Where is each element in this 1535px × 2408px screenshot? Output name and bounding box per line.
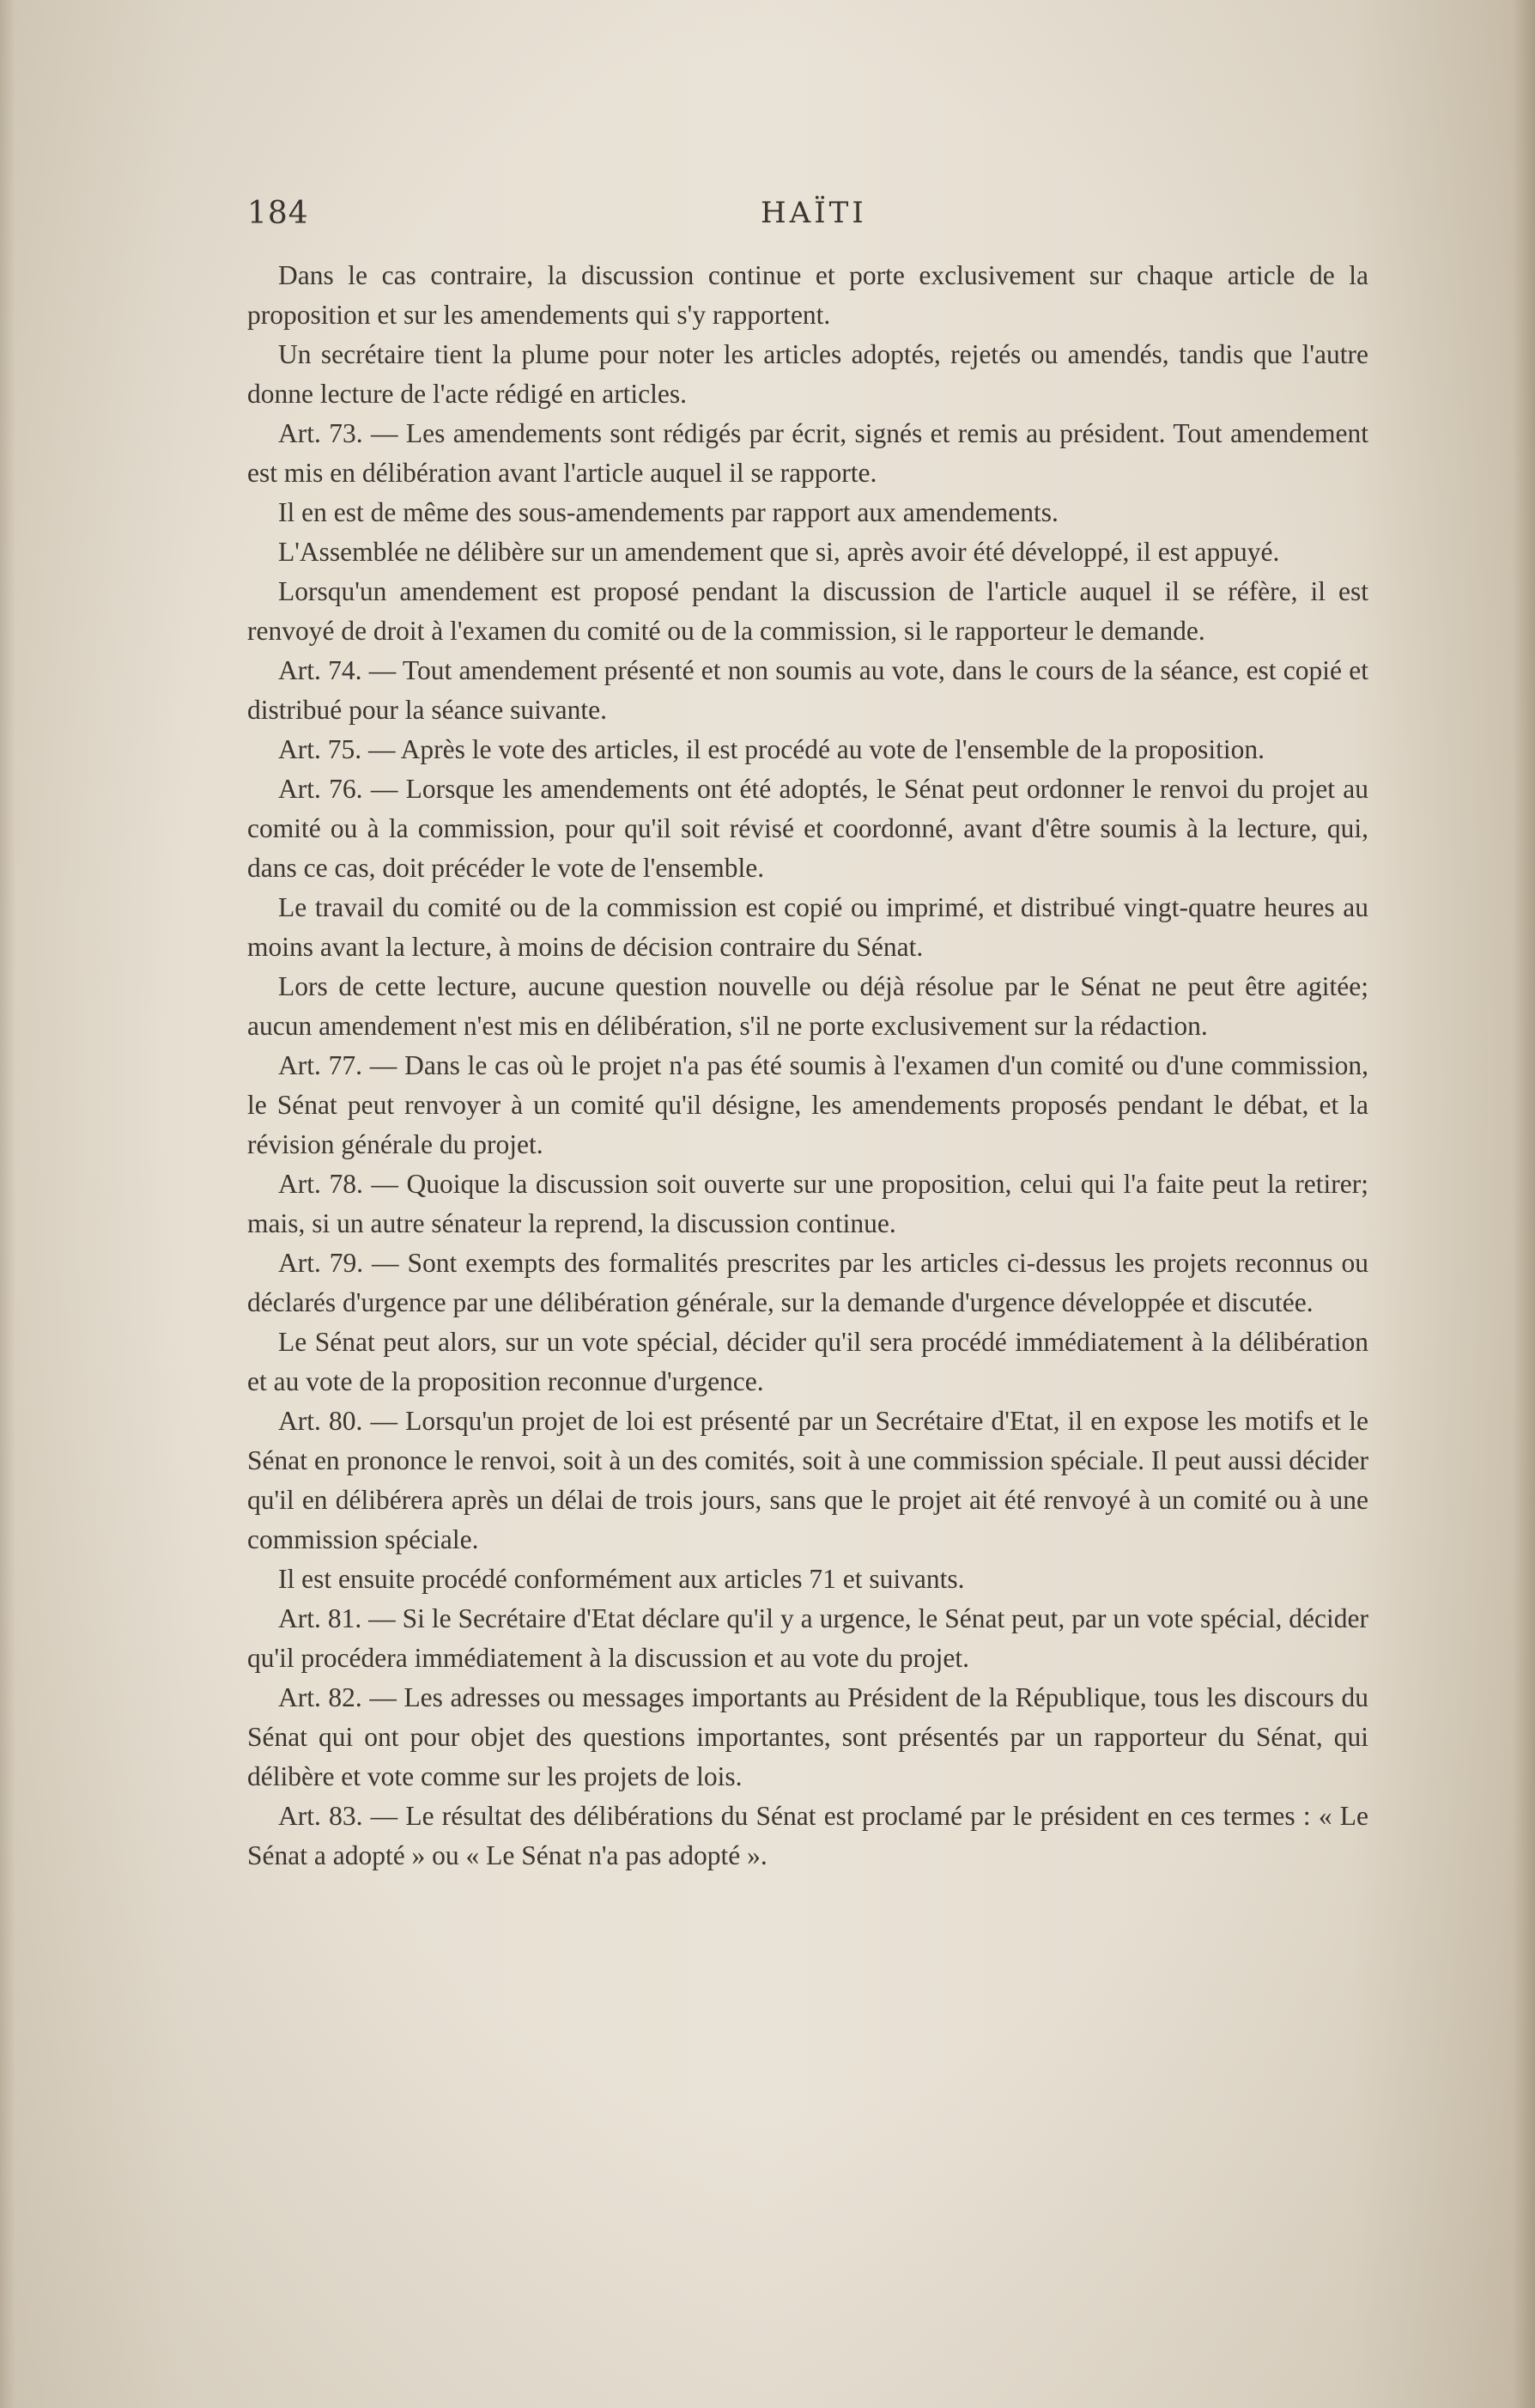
paragraph: Le Sénat peut alors, sur un vote spécial, décider qu'il sera procédé immédiatement à la délibération et au vote de la proposition reconnue d'urgence. [247, 1327, 1368, 1396]
paragraph: Le travail du comité ou de la commission est copié ou imprimé, et distribué vingt-quatre heures au moins avant la lecture, à moins de décision contraire du Sénat. [247, 892, 1368, 962]
paragraph: Il est ensuite procédé conformément aux articles 71 et suivants. [278, 1564, 965, 1594]
page-header [247, 196, 1363, 239]
article-74-paragraph: Art. 74. — Tout amendement présenté et non soumis au vote, dans le cours de la séance, est copié et distribué pour la séance suivante. [247, 655, 1368, 725]
article-73-paragraph: Art. 73. — Les amendements sont rédigés par écrit, signés et remis au président. Tout amendement est mis en délibération avant l'article auquel il se rapporte. [247, 418, 1368, 488]
article-82-paragraph: Art. 82. — Les adresses ou messages importants au Président de la République, tous les discours du Sénat qui ont pour objet des questions importantes, sont présentés par un rapporteur du Sénat, qui délibère et vote comme sur les projets de lois. [247, 1682, 1368, 1791]
paragraph: Lorsqu'un amendement est proposé pendant la discussion de l'article auquel il se réfère, il est renvoyé de droit à l'examen du comité ou de la commission, si le rapporteur le demande. [247, 576, 1368, 646]
article-80-paragraph: Art. 80. — Lorsqu'un projet de loi est présenté par un Secrétaire d'Etat, il en expose les motifs et le Sénat en prononce le renvoi, soit à un des comités, soit à une commission spéciale. Il peut aussi décider qu'il en délibérera après un délai de trois jours, sans que le projet ait été renvoyé à un comité ou à une commission spéciale. [247, 1406, 1368, 1554]
page-left-edge-shadow [0, 0, 15, 2408]
article-78-paragraph: Art. 78. — Quoique la discussion soit ouverte sur une proposition, celui qui l'a faite peut la retirer; mais, si un autre sénateur la reprend, la discussion continue. [247, 1169, 1368, 1238]
paragraph: Lors de cette lecture, aucune question nouvelle ou déjà résolue par le Sénat ne peut être agitée; aucun amendement n'est mis en délibération, s'il ne porte exclusivement sur la rédaction. [247, 971, 1368, 1041]
paragraph: Dans le cas contraire, la discussion continue et porte exclusivement sur chaque article de la proposition et sur les amendements qui s'y rapportent. [247, 260, 1368, 330]
article-81-paragraph: Art. 81. — Si le Secrétaire d'Etat déclare qu'il y a urgence, le Sénat peut, par un vote spécial, décider qu'il procédera immédiatement à la discussion et au vote du projet. [247, 1603, 1368, 1673]
article-83-paragraph: Art. 83. — Le résultat des délibérations du Sénat est proclamé par le président en ces termes : « Le Sénat a adopté » ou « Le Sénat n'a pas adopté ». [247, 1801, 1368, 1870]
page-number: 184 [247, 196, 309, 231]
article-77-paragraph: Art. 77. — Dans le cas où le projet n'a pas été soumis à l'examen d'un comité ou d'une commission, le Sénat peut renvoyer à un comité qu'il désigne, les amendements proposés pendant le débat, et la révision générale du projet. [247, 1050, 1368, 1159]
paragraph: Un secrétaire tient la plume pour noter les articles adoptés, rejetés ou amendés, tandis que l'autre donne lecture de l'acte rédigé en articles. [247, 339, 1368, 409]
paragraph: Il en est de même des sous-amendements par rapport aux amendements. [278, 497, 1059, 527]
page-right-edge-shadow [1513, 0, 1535, 2408]
body-text [247, 256, 1368, 1876]
article-76-paragraph: Art. 76. — Lorsque les amendements ont été adoptés, le Sénat peut ordonner le renvoi du projet au comité ou à la commission, pour qu'il soit révisé et coordonné, avant d'être soumis à la lecture, qui, dans ce cas, doit précéder le vote de l'ensemble. [247, 774, 1368, 883]
running-title: HAÏTI [761, 196, 867, 230]
article-79-paragraph: Art. 79. — Sont exempts des formalités prescrites par les articles ci-dessus les projets reconnus ou déclarés d'urgence par une délibération générale, sur la demande d'urgence développée et discutée. [247, 1248, 1368, 1317]
article-75-paragraph: Art. 75. — Après le vote des articles, il est procédé au vote de l'ensemble de la proposition. [278, 734, 1265, 764]
paragraph: L'Assemblée ne délibère sur un amendement que si, après avoir été développé, il est appuyé. [278, 537, 1280, 567]
